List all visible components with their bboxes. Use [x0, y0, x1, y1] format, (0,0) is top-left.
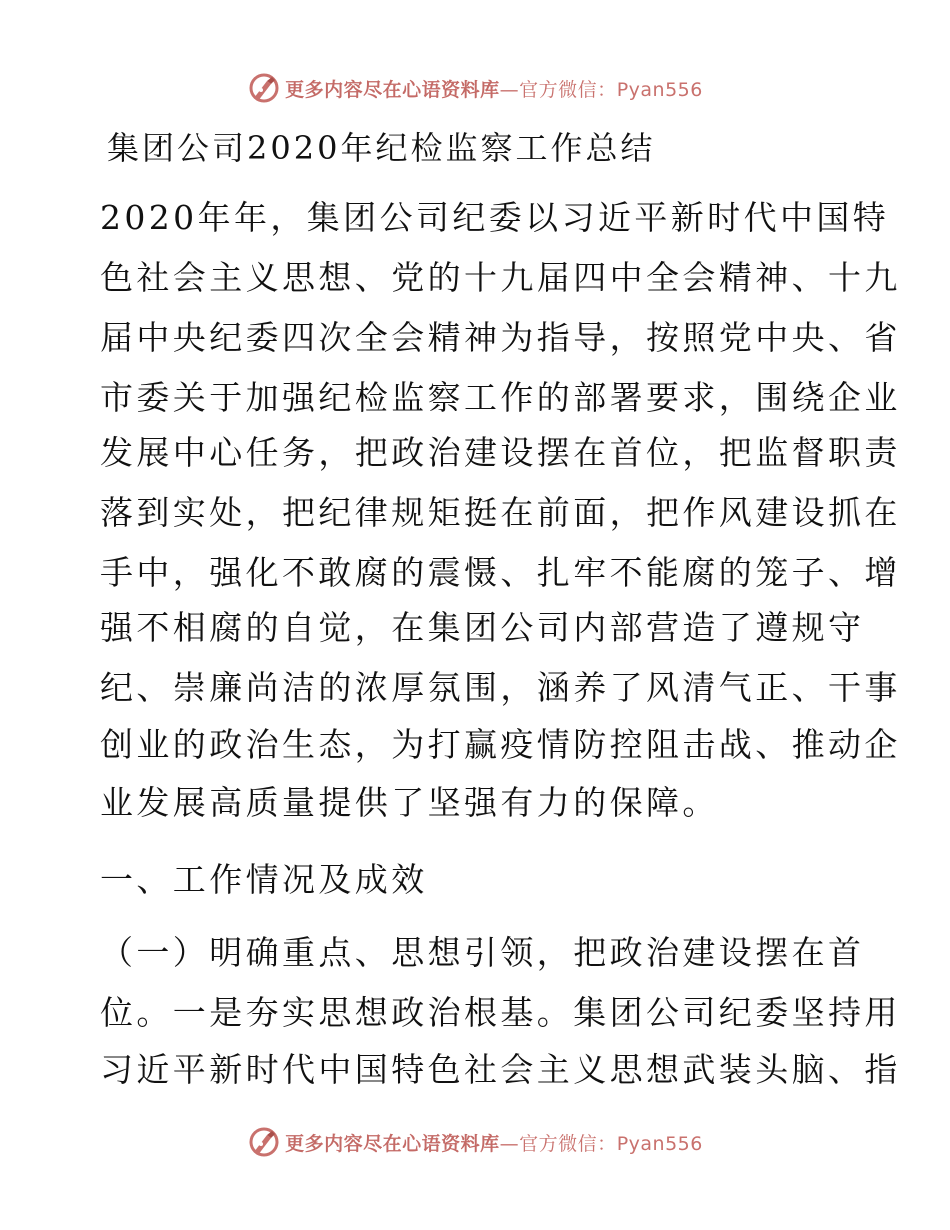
intro-line: 手中，强化不敢腐的震慑、扎牢不能腐的笼子、增 [100, 553, 901, 592]
intro-line: 2020年年，集团公司纪委以习近平新时代中国特 [100, 198, 890, 237]
document-title: 集团公司2020年纪检监察工作总结 [107, 129, 656, 167]
watermark-wechat-id: Pyan556 [616, 1132, 703, 1155]
intro-line: 发展中心任务，把政治建设摆在首位，把监督职责 [100, 433, 901, 472]
watermark-wechat-label: 官方微信： [519, 1132, 617, 1155]
section-heading: 一、工作情况及成效 [100, 860, 428, 899]
intro-line: 届中央纪委四次全会精神为指导，按照党中央、省 [100, 318, 901, 357]
subsection-line: 习近平新时代中国特色社会主义思想武装头脑、指 [100, 1050, 901, 1089]
footer-watermark [0, 1120, 950, 1164]
subsection-line: （一）明确重点、思想引领，把政治建设摆在首 [100, 933, 865, 972]
intro-line: 创业的政治生态，为打赢疫情防控阻击战、推动企 [100, 725, 901, 764]
watermark-separator: — [499, 78, 520, 101]
subsection-line: 位。一是夯实思想政治根基。集团公司纪委坚持用 [100, 993, 901, 1032]
watermark-site-text: 更多内容尽在心语资料库 [285, 1132, 500, 1155]
pen-logo-icon [247, 1125, 281, 1159]
intro-line: 落到实处，把纪律规矩挺在前面，把作风建设抓在 [100, 493, 901, 532]
watermark-text [285, 1129, 703, 1156]
intro-line: 业发展高质量提供了坚强有力的保障。 [100, 783, 719, 822]
watermark-wechat-id: Pyan556 [616, 78, 703, 101]
header-watermark [0, 66, 950, 110]
watermark-text [285, 75, 703, 102]
watermark-separator: — [499, 1132, 520, 1155]
watermark-site-text: 更多内容尽在心语资料库 [285, 78, 500, 101]
intro-line: 纪、崇廉尚洁的浓厚氛围，涵养了风清气正、干事 [100, 668, 901, 707]
intro-line: 强不相腐的自觉，在集团公司内部营造了遵规守 [100, 608, 865, 647]
pen-logo-icon [247, 71, 281, 105]
intro-line: 色社会主义思想、党的十九届四中全会精神、十九 [100, 258, 901, 297]
watermark-wechat-label: 官方微信： [519, 78, 617, 101]
intro-line: 市委关于加强纪检监察工作的部署要求，围绕企业 [100, 378, 901, 417]
